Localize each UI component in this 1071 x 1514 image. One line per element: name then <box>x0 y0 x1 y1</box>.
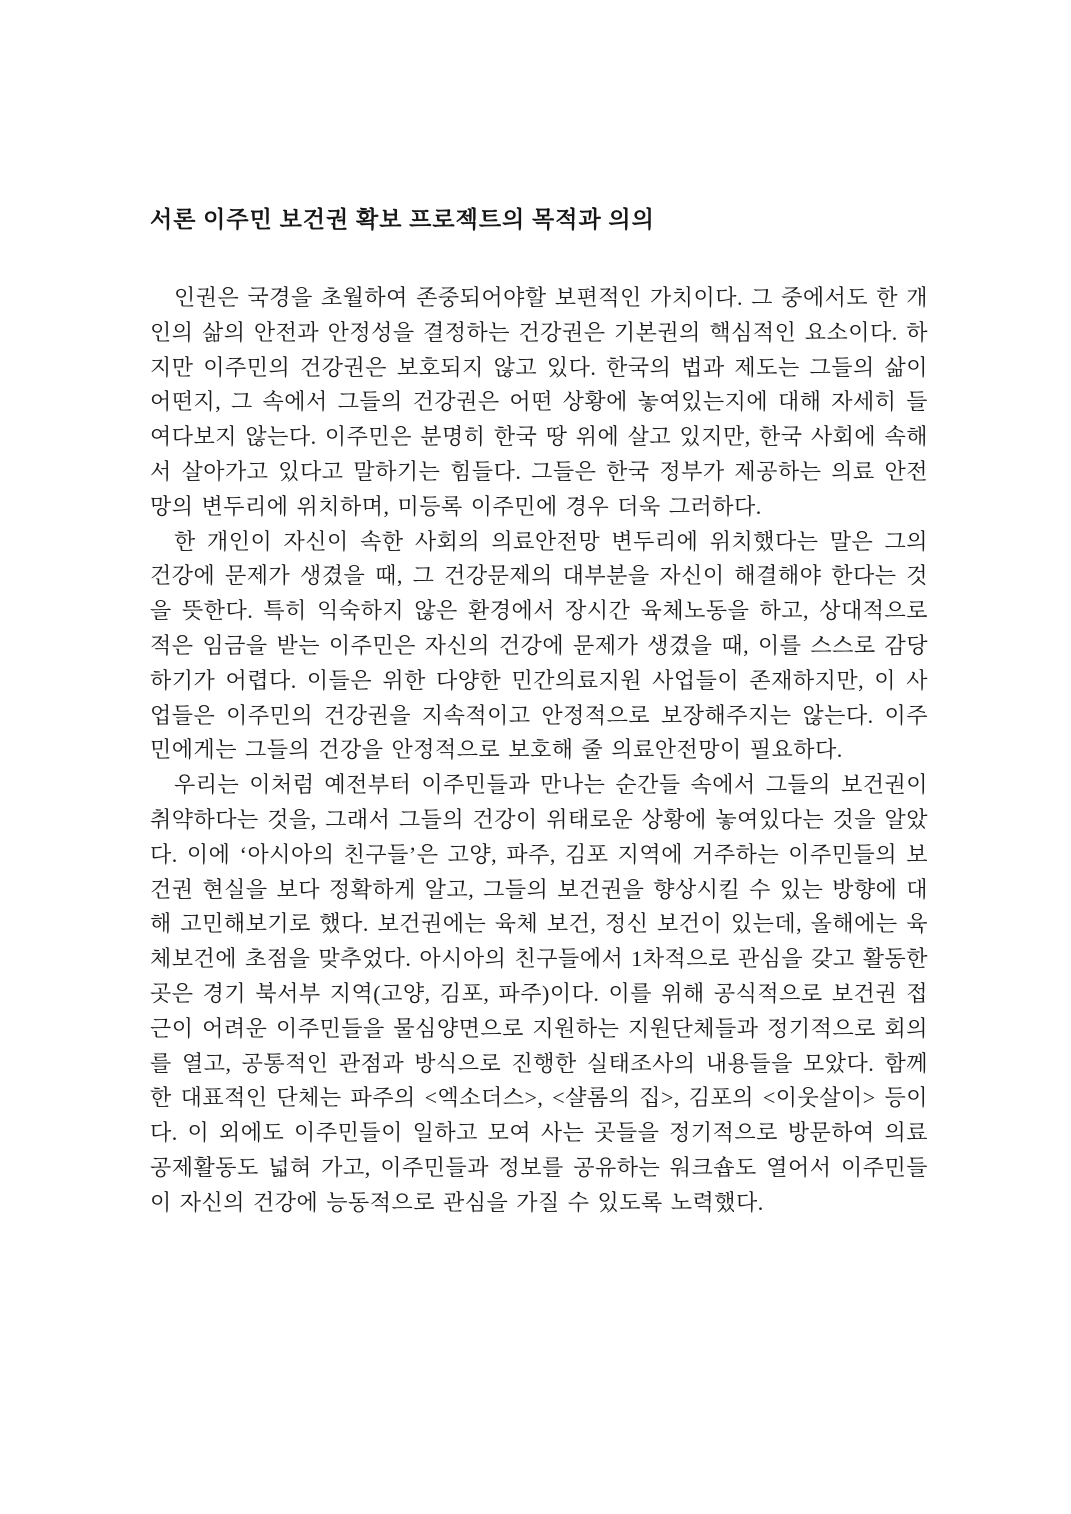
document-title: 서론 이주민 보건권 확보 프로젝트의 목적과 의의 <box>150 207 655 232</box>
document-page <box>150 205 928 1221</box>
paragraph-medical-safety-net: 한 개인이 자신이 속한 사회의 의료안전망 변두리에 위치했다는 말은 그의 건강에 문제가 생겼을 때, 그 건강문제의 대부분을 자신이 해결해야 한다는 것을 뜻한다. 특히 익숙하지 않은 환경에서 장시간 육체노동을 하고, 상대적으로 적은 임금을 받는 이주민은 자신의 건강에 문제가 생겼을 때, 이를 스스로 감당하기가 어렵다. 이들은 위한 다양한 민간의료지원 사업들이 존재하지만, 이 사업들은 이주민의 건강권을 지속적이고 안정적으로 보장해주지는 않는다. 이주민에게는 그들의 건강을 안정적으로 보호해 줄 의료안전망이 필요하다. <box>150 528 928 763</box>
paragraph-project-activities: 우리는 이처럼 예전부터 이주민들과 만나는 순간들 속에서 그들의 보건권이 취약하다는 것을, 그래서 그들의 건강이 위태로운 상황에 놓여있다는 것을 알았다. 이에 ‘아시아의 친구들’은 고양, 파주, 김포 지역에 거주하는 이주민들의 보건권 현실을 보다 정확하게 알고, 그들의 보건권을 향상시킬 수 있는 방향에 대해 고민해보기로 했다. 보건권에는 육체 보건, 정신 보건이 있는데, 올해에는 육체보건에 초점을 맞추었다. 아시아의 친구들에서 1차적으로 관심을 갖고 활동한 곳은 경기 북서부 지역(고양, 김포, 파주)이다. 이를 위해 공식적으로 보건권 접근이 어려운 이주민들을 물심양면으로 지원하는 지원단체들과 정기적으로 회의를 열고, 공통적인 관점과 방식으로 진행한 실태조사의 내용들을 모았다. 함께 한 대표적인 단체는 파주의 <엑소더스>, <샬롬의 집>, 김포의 <이웃살이> 등이다. 이 외에도 이주민들이 일하고 모여 사는 곳들을 정기적으로 방문하여 의료공제활동도 넓혀 가고, 이주민들과 정보를 공유하는 워크숍도 열어서 이주민들이 자신의 건강에 능동적으로 관심을 가질 수 있도록 노력했다. <box>150 772 928 1215</box>
paragraph-intro-human-rights: 인권은 국경을 초월하여 존중되어야할 보편적인 가치이다. 그 중에서도 한 개인의 삶의 안전과 안정성을 결정하는 건강권은 기본권의 핵심적인 요소이다. 하지만 이주민의 건강권은 보호되지 않고 있다. 한국의 법과 제도는 그들의 삶이 어떤지, 그 속에서 그들의 건강권은 어떤 상황에 놓여있는지에 대해 자세히 들여다보지 않는다. 이주민은 분명히 한국 땅 위에 살고 있지만, 한국 사회에 속해서 살아가고 있다고 말하기는 힘들다. 그들은 한국 정부가 제공하는 의료 안전망의 변두리에 위치하며, 미등록 이주민에 경우 더욱 그러하다. <box>150 285 928 519</box>
document-body <box>150 281 928 1221</box>
